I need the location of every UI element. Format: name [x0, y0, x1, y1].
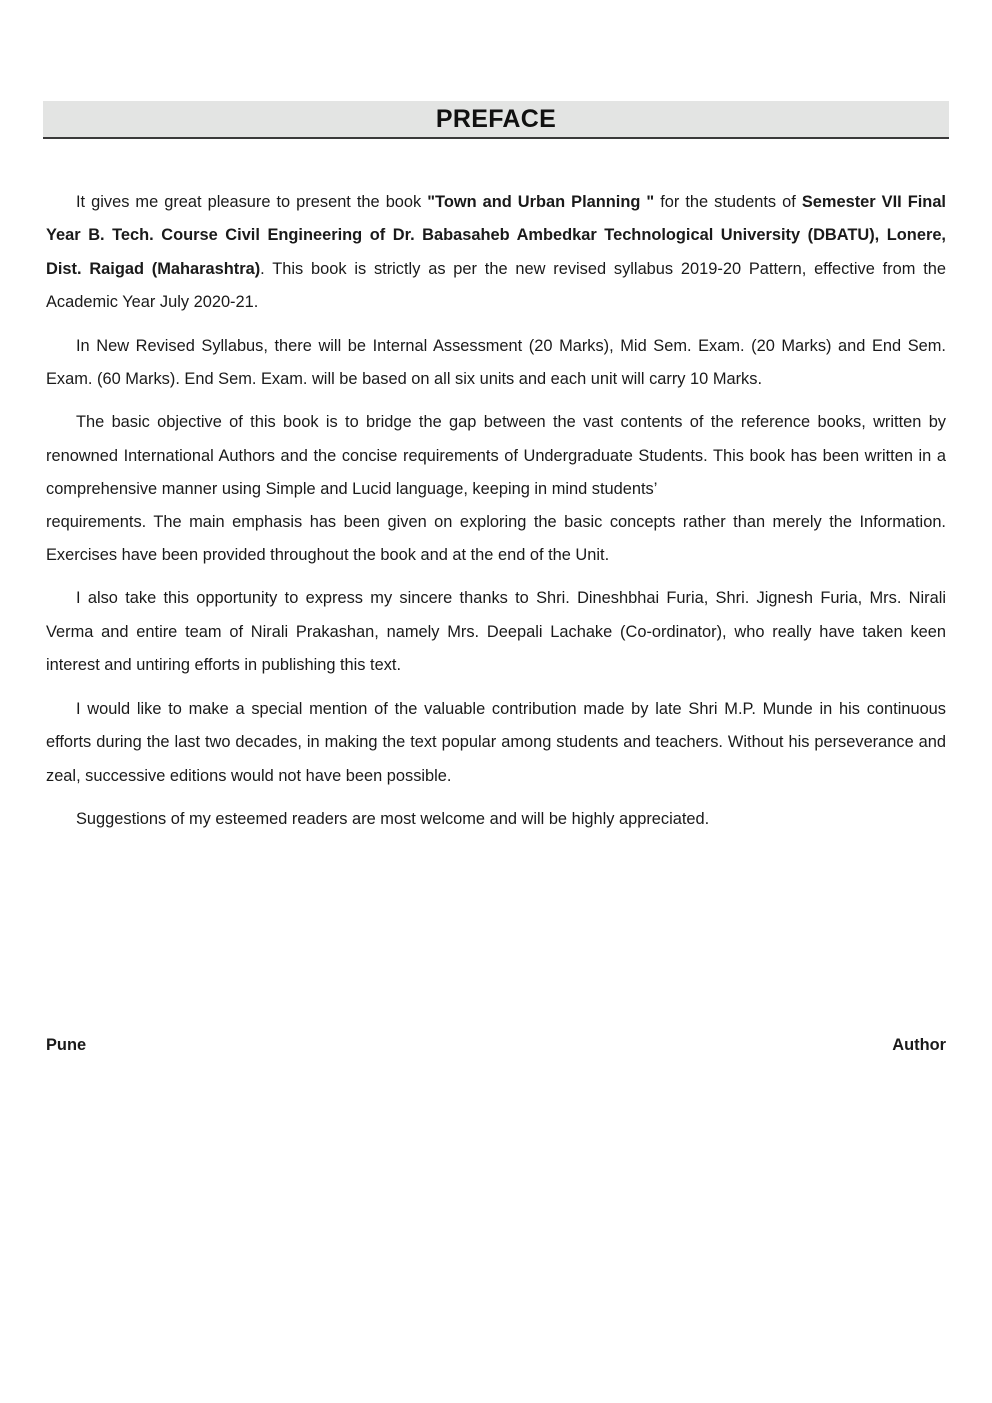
intro-text-mid: for the students of: [654, 193, 802, 211]
signature-author: Author: [892, 1036, 946, 1054]
preface-body: [46, 186, 946, 846]
intro-text-start: It gives me great pleasure to present the book: [76, 193, 428, 211]
paragraph-intro: [46, 186, 946, 320]
paragraph-thanks: I also take this opportunity to express my sincere thanks to Shri. Dineshbhai Furia, Shri. Jignesh Furia, Mrs. Nirali Verma and entire team of Nirali Prakashan, namely Mrs. Deepali Lachake (Co-ordinator), who really have taken keen interest and untiring efforts in publishing this text.: [46, 589, 946, 675]
paragraph-syllabus: In New Revised Syllabus, there will be Internal Assessment (20 Marks), Mid Sem. Exam. (20 Marks) and End Sem. Exam. (60 Marks). End Sem. Exam. will be based on all six units and each unit will carry 10 Marks.: [46, 336, 946, 389]
paragraph-mention: I would like to make a special mention of the valuable contribution made by late Shri M.P. Munde in his continuous efforts during the last two decades, in making the text popular among students and teachers. Without his perseverance and zeal, successive editions would not have been possible.: [46, 699, 946, 785]
paragraph-suggestions: Suggestions of my esteemed readers are most welcome and will be highly appreciated.: [76, 809, 710, 828]
signature-row: [46, 1036, 946, 1055]
intro-text-end: . This book is strictly as per the new revised syllabus 2019-20 Pattern, effective from the Academic Year July 2020-21.: [46, 259, 946, 312]
book-title: "Town and Urban Planning ": [427, 193, 655, 211]
page-title: PREFACE: [435, 104, 557, 133]
signature-place: Pune: [46, 1036, 87, 1054]
paragraph-objective: The basic objective of this book is to bridge the gap between the vast contents of the reference books, written by renowned International Authors and the concise requirements of Undergraduate Students. This book has been written in a comprehensive manner using Simple and Lucid language, keeping in mind students’: [46, 413, 946, 499]
paragraph-objective-continued: requirements. The main emphasis has been given on exploring the basic concepts rather than merely the Information. Exercises have been provided throughout the book and at the end of the Unit.: [46, 512, 946, 565]
course-name: Semester VII Final Year B. Tech. Course Civil Engineering of Dr. Babasaheb Ambedkar Technological University (DBATU), Lonere, Dist. Raigad (Maharashtra): [46, 193, 946, 278]
page-heading-band: [43, 101, 949, 139]
